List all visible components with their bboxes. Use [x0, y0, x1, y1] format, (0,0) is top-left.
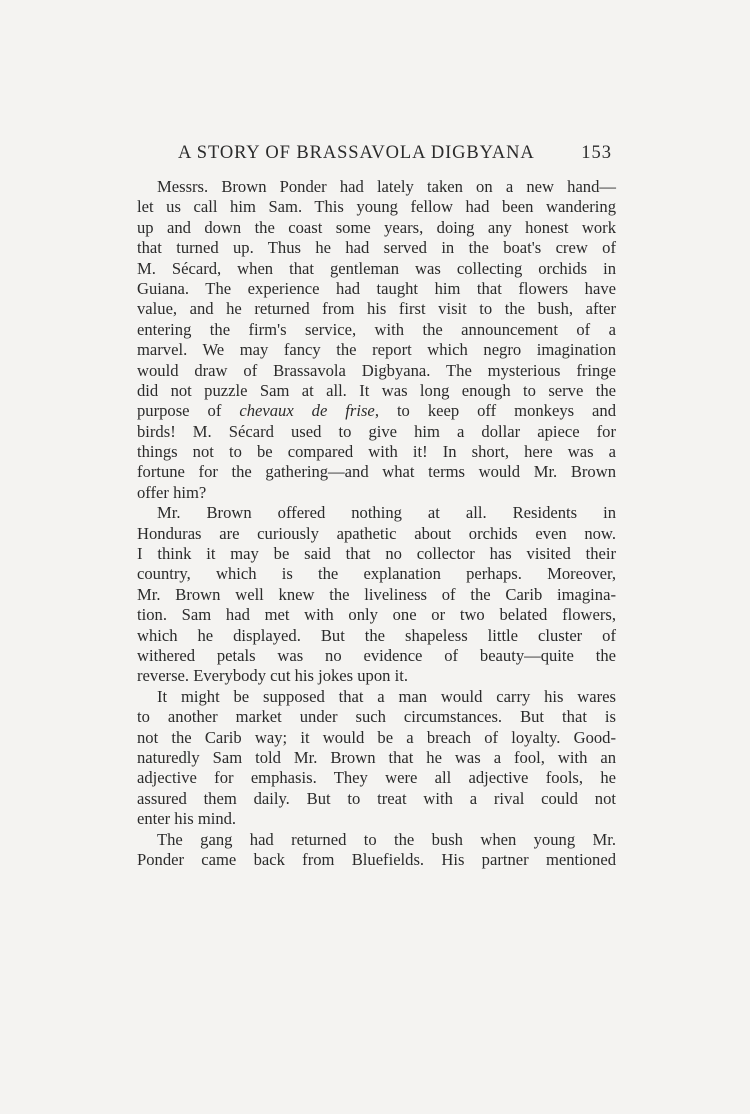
text-line: Messrs. Brown Ponder had lately taken on a new hand—	[157, 177, 616, 196]
italic-phrase: chevaux de frise	[239, 401, 375, 421]
text-line: marvel. We may fancy the report which negro imagination	[137, 340, 616, 360]
text-line: let us call him Sam. This young fellow had been wandering	[137, 197, 616, 217]
text-line: purpose of chevaux de frise, to keep off monkeys and	[137, 401, 617, 421]
text-line: birds! M. Sécard used to give him a dollar apiece for	[137, 421, 616, 441]
text-line: that turned up. Thus he had served in the boat's crew of	[137, 238, 616, 258]
text-line: The gang had returned to the bush when young Mr.	[157, 829, 616, 849]
text-line: entering the firm's service, with the announcement of a	[137, 319, 616, 339]
text-line: offer him?	[137, 482, 207, 502]
text-line: enter his mind.	[137, 809, 237, 829]
page-number: 153	[581, 143, 612, 163]
body-text	[137, 177, 616, 870]
text-line: Honduras are curiously apathetic about orchids even now.	[137, 523, 616, 543]
text-line: Mr. Brown offered nothing at all. Residents in	[157, 503, 616, 523]
text-line: value, and he returned from his first visit to the bush, after	[137, 299, 616, 319]
text-line: did not puzzle Sam at all. It was long enough to serve the	[137, 380, 616, 400]
text-line: Mr. Brown well knew the liveliness of the Carib imagina-	[137, 584, 616, 604]
text-line: assured them daily. But to treat with a rival could not	[137, 788, 616, 808]
text-line: country, which is the explanation perhaps. Moreover,	[137, 564, 616, 584]
text-line: tion. Sam had met with only one or two belated flowers,	[137, 605, 616, 625]
text-line: up and down the coast some years, doing any honest work	[137, 217, 616, 237]
text-line: fortune for the gathering—and what terms would Mr. Brown	[137, 462, 616, 482]
text-line: not the Carib way; it would be a breach of loyalty. Good-	[137, 727, 616, 747]
text-line: It might be supposed that a man would carry his wares	[157, 686, 616, 706]
running-head	[134, 143, 618, 167]
text-line: Ponder came back from Bluefields. His partner mentioned	[137, 849, 616, 869]
text-line: Guiana. The experience had taught him that flowers have	[137, 278, 616, 298]
text-line: naturedly Sam told Mr. Brown that he was a fool, with an	[137, 747, 616, 767]
text-line: would draw of Brassavola Digbyana. The mysterious fringe	[137, 360, 616, 380]
text-line: M. Sécard, when that gentleman was collecting orchids in	[137, 258, 616, 278]
text-line: withered petals was no evidence of beauty—quite the	[137, 645, 616, 665]
text-line: which he displayed. But the shapeless little cluster of	[137, 625, 616, 645]
running-head-title: A STORY OF BRASSAVOLA DIGBYANA	[178, 143, 535, 163]
text-line: I think it may be said that no collector has visited their	[137, 544, 616, 564]
text-line: adjective for emphasis. They were all adjective fools, he	[137, 768, 616, 788]
text-line: to another market under such circumstances. But that is	[137, 707, 616, 727]
text-line: reverse. Everybody cut his jokes upon it.	[137, 666, 408, 686]
text-line: things not to be compared with it! In short, here was a	[137, 442, 616, 462]
